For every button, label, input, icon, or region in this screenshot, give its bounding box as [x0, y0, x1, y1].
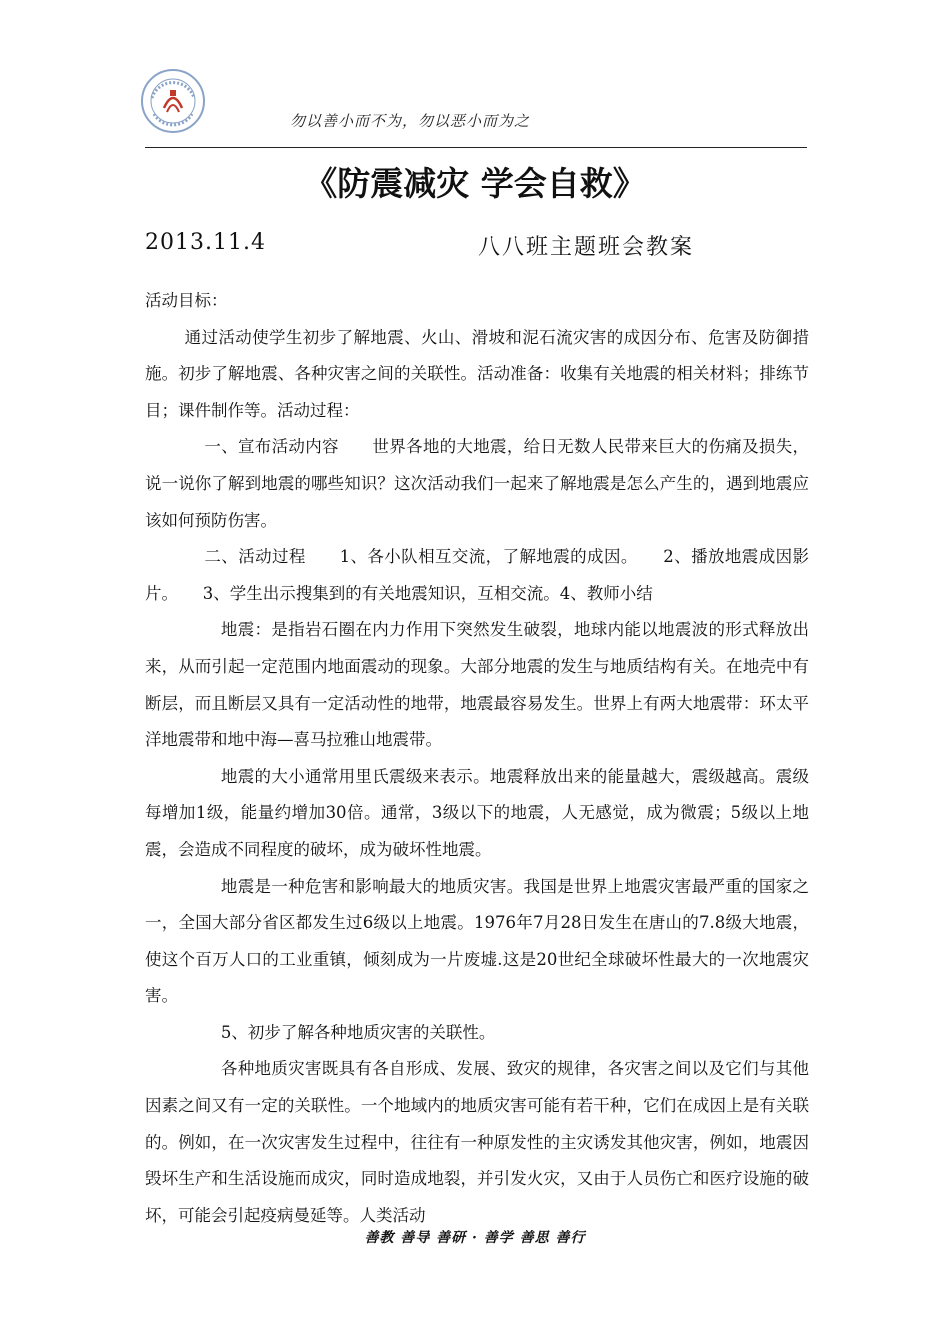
document-subtitle: 八八班主题班会教案 [478, 235, 695, 260]
paragraph: 地震：是指岩石圈在内力作用下突然发生破裂，地球内能以地震波的形式释放出来，从而引起一定范围内地面震动的现象。大部分地震的发生与地质结构有关。在地壳中有断层，而且断层又具有一定活动性的地带，地震最容易发生。世界上有两大地震带：环太平洋地震带和地中海—喜马拉雅山地震带。 [145, 620, 809, 750]
paragraph: 各种地质灾害既具有各自形成、发展、致灾的规律，各灾害之间以及它们与其他因素之间又有一定的关联性。一个地域内的地质灾害可能有若干种，它们在成因上是有关联的。例如，在一次灾害发生过程中，往往有一种原发性的主灾诱发其他灾害，例如，地震因毁坏生产和生活设施而成灾，同时造成地裂，并引发火灾，又由于人员伤亡和医疗设施的破坏，可能会引起疫病曼延等。人类活动 [145, 1059, 809, 1225]
header-divider [145, 147, 807, 148]
footer-motto: 善教 善导 善研 · 善学 善思 善行 [364, 1230, 586, 1246]
school-logo [140, 68, 206, 134]
paragraph: 5、初步了解各种地质灾害的关联性。 [220, 1022, 496, 1042]
paragraph: 一、宣布活动内容 世界各地的大地震，给日无数人民带来巨大的伤痛及损失，说一说你了解到地震的哪些知识？这次活动我们一起来了解地震是怎么产生的，遇到地震应该如何预防伤害。 [145, 437, 809, 530]
paragraph: 通过活动使学生初步了解地震、火山、滑坡和泥石流灾害的成因分布、危害及防御措施。初步了解地震、各种灾害之间的关联性。活动准备：收集有关地震的相关材料；排练节目；课件制作等。活动过程： [145, 327, 809, 420]
paragraph: 地震的大小通常用里氏震级来表示。地震释放出来的能量越大，震级越高。震级每增加1级，能量约增加30倍。通常，3级以下的地震，人无感觉，成为微震；5级以上地震，会造成不同程度的破坏，成为破坏性地震。 [145, 766, 809, 859]
document-body [145, 283, 809, 1234]
paragraph: 地震是一种危害和影响最大的地质灾害。我国是世界上地震灾害最严重的国家之一，全国大部分省区都发生过6级以上地震。1976年7月28日发生在唐山的7.8级大地震，使这个百万人口的工业重镇，倾刻成为一片废墟.这是20世纪全球破坏性最大的一次地震灾害。 [145, 876, 809, 1006]
motto: 勿以善小而不为，勿以恶小而为之 [290, 112, 531, 130]
document-date: 2013.11.4 [145, 230, 266, 255]
paragraph: 二、活动过程 1、各小队相互交流，了解地震的成因。 2、播放地震成因影片。 3、学生出示搜集到的有关地震知识，互相交流。4、教师小结 [145, 547, 809, 603]
section-label: 活动目标： [145, 291, 228, 310]
document-title: 《防震减灾 学会自救》 [304, 164, 646, 203]
